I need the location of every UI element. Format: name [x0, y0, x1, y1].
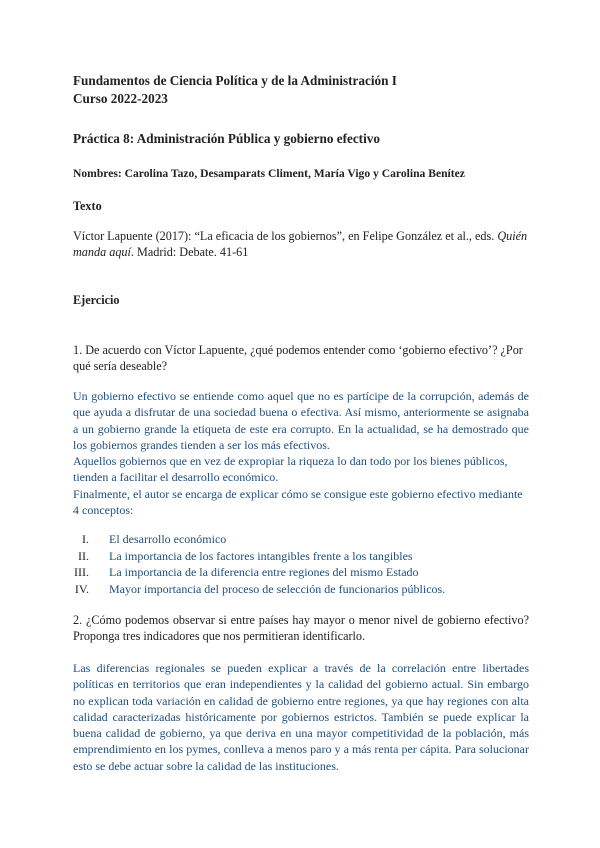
answer-2: Las diferencias regionales se pueden explicar a través de la correlación entre libertades políticas en territorios que eran independientes y la calidad del gobierno actual. Sin embargo no explican toda variación en calidad de gobierno entre regiones, ya que hay regiones con alta calidad caracterizadas históricamente por gobiernos estrictos. También se puede explicar la buena calidad de gobierno, ya que deriva en una mayor competitividad de la población, más emprendimiento en los pymes, conlleva a menos paro y a más renta per cápita. Para solucionar esto se debe actuar sobre la calidad de las instituciones. — [73, 661, 529, 773]
list-item-number: IV. — [74, 581, 89, 596]
practice-title: Práctica 8: Administración Pública y gobierno efectivo — [73, 131, 380, 146]
list-item-text: Mayor importancia del proceso de selección de funcionarios públicos. — [109, 581, 446, 596]
concepts-list — [73, 531, 529, 597]
answer-1-paragraph-3: Finalmente, el autor se encarga de explicar cómo se consigue este gobierno efectivo mediante 4 conceptos: — [73, 487, 523, 518]
list-item-number: III. — [74, 565, 89, 579]
answer-1-paragraph-2: Aquellos gobiernos que en vez de expropiar la riqueza lo dan todo por los bienes públicos, tienden a facilitar el desarrollo económico. — [73, 454, 508, 485]
course-title: Fundamentos de Ciencia Política y de la Administración I — [73, 73, 397, 88]
texto-heading: Texto — [73, 199, 102, 213]
list-item — [73, 531, 529, 548]
list-item-number: II. — [78, 548, 89, 563]
list-item-number: I. — [82, 532, 89, 546]
list-item — [73, 548, 529, 565]
list-item-text: El desarrollo económico — [109, 532, 227, 546]
answer-1-paragraph-1: Un gobierno efectivo se entiende como aquel que no es partícipe de la corrupción, además de que ayuda a disfrutar de una sociedad buena o efectiva. Así mismo, anteriormente se asignaba a un gobierno grande la etiqueta de este era corrupto. En la actualidad, se ha demostrado que los gobiernos grandes tienden a ser los más efectivos. — [73, 389, 529, 452]
reference-start: Víctor Lapuente (2017): “La eficacia de los gobiernos”, en Felipe González et al., eds. — [73, 229, 498, 243]
bibliographic-reference — [73, 228, 529, 260]
reference-end: . Madrid: Debate. 41-61 — [130, 245, 249, 260]
course-year: Curso 2022-2023 — [73, 91, 168, 106]
ejercicio-heading: Ejercicio — [73, 293, 120, 307]
list-item-text: La importancia de los factores intangibles frente a los tangibles — [109, 548, 413, 563]
student-names: Nombres: Carolina Tazo, Desamparats Climent, María Vigo y Carolina Benítez — [73, 167, 465, 180]
list-item-text: La importancia de la diferencia entre regiones del mismo Estado — [109, 565, 419, 579]
reference-book-title: Quién manda aquí — [73, 229, 528, 260]
question-2: 2. ¿Cómo podemos observar si entre países hay mayor o menor nivel de gobierno efectivo? Proponga tres indicadores que nos permitieran identificarlo. — [73, 613, 529, 644]
list-item — [73, 564, 529, 581]
question-1: 1. De acuerdo con Víctor Lapuente, ¿qué podemos entender como ‘gobierno efectivo’? ¿Por qué sería deseable? — [73, 343, 523, 374]
list-item — [73, 581, 529, 598]
